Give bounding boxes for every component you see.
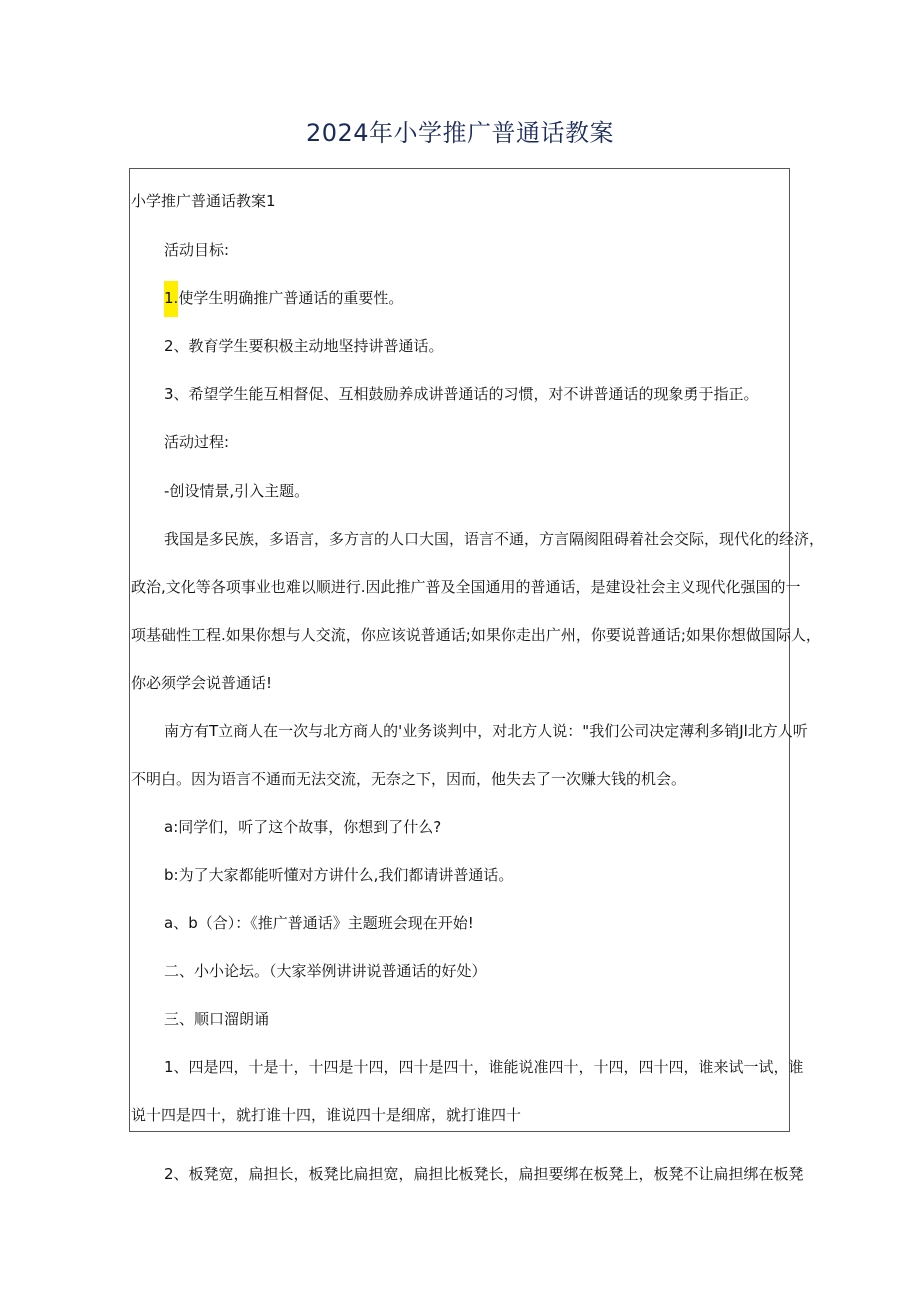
paragraph-1-line-4: 你必须学会说普通话! (131, 674, 273, 692)
process-label: 活动过程: (164, 433, 230, 451)
goal-1-number-highlight: 1. (164, 281, 178, 317)
step-1: -创设情景,引入主题。 (164, 482, 310, 500)
paragraph-1-line-2: 政治,文化等各项事业也难以顺进行.因此推广普及全国通用的普通话，是建设社会主义现代化强国的一 (131, 578, 801, 596)
paragraph-2-line-2: 不明白。因为语言不通而无法交流，无奈之下，因而，他失去了一次赚大钱的机会。 (131, 770, 687, 788)
document-title: 2024年小学推广普通话教案 (305, 119, 615, 147)
verse-2-line-1: 2、板凳宽，扁担长，板凳比扁担宽，扁担比板凳长，扁担要绑在板凳上，板凳不让扁担绑在板凳 (164, 1165, 804, 1183)
goal-2: 2、教育学生要积极主动地坚持讲普通话。 (164, 337, 444, 355)
content-frame (129, 168, 825, 1132)
dialog-a: a:同学们，听了这个故事，你想到了什么? (164, 818, 442, 836)
goal-1 (131, 286, 824, 310)
goal-3: 3、希望学生能互相督促、互相鼓励养成讲普通话的习惯，对不讲普通话的现象勇于指正。 (164, 385, 759, 403)
paragraph-2-line-1: 南方有T立商人在一次与北方商人的'业务谈判中，对北方人说："我们公司决定薄利多销Jl北方人听 (164, 722, 808, 740)
dialog-ab: a、b（合）：《推广普通话》主题班会现在开始! (164, 914, 474, 932)
paragraph-1-line-1: 我国是多民族，多语言，多方言的人口大国，语言不通，方言隔阂阻碍着社会交际，现代化的经济， (164, 530, 825, 548)
part-2-heading: 二、小小论坛。（大家举例讲讲说普通话的好处） (164, 962, 487, 980)
goal-1-text: 使学生明确推广普通话的重要性。 (178, 289, 404, 307)
part-3-heading: 三、顺口溜朗诵 (164, 1010, 270, 1028)
goals-label: 活动目标: (164, 241, 230, 259)
dialog-b: b:为了大家都能听懂对方讲什么,我们都请讲普通话。 (164, 866, 514, 884)
verse-1-line-2: 说十四是四十，就打谁十四，谁说四十是细席，就打谁四十 (131, 1106, 522, 1124)
verse-1-line-1: 1、四是四，十是十，十四是十四，四十是四十，谁能说准四十，十四，四十四，谁来试一试，谁 (164, 1058, 804, 1076)
paragraph-1-line-3: 项基础性工程.如果你想与人交流，你应该说普通话;如果你走出广州，你要说普通话;如果你想做国际人， (131, 626, 821, 644)
section-heading: 小学推广普通话教案1 (131, 192, 276, 210)
